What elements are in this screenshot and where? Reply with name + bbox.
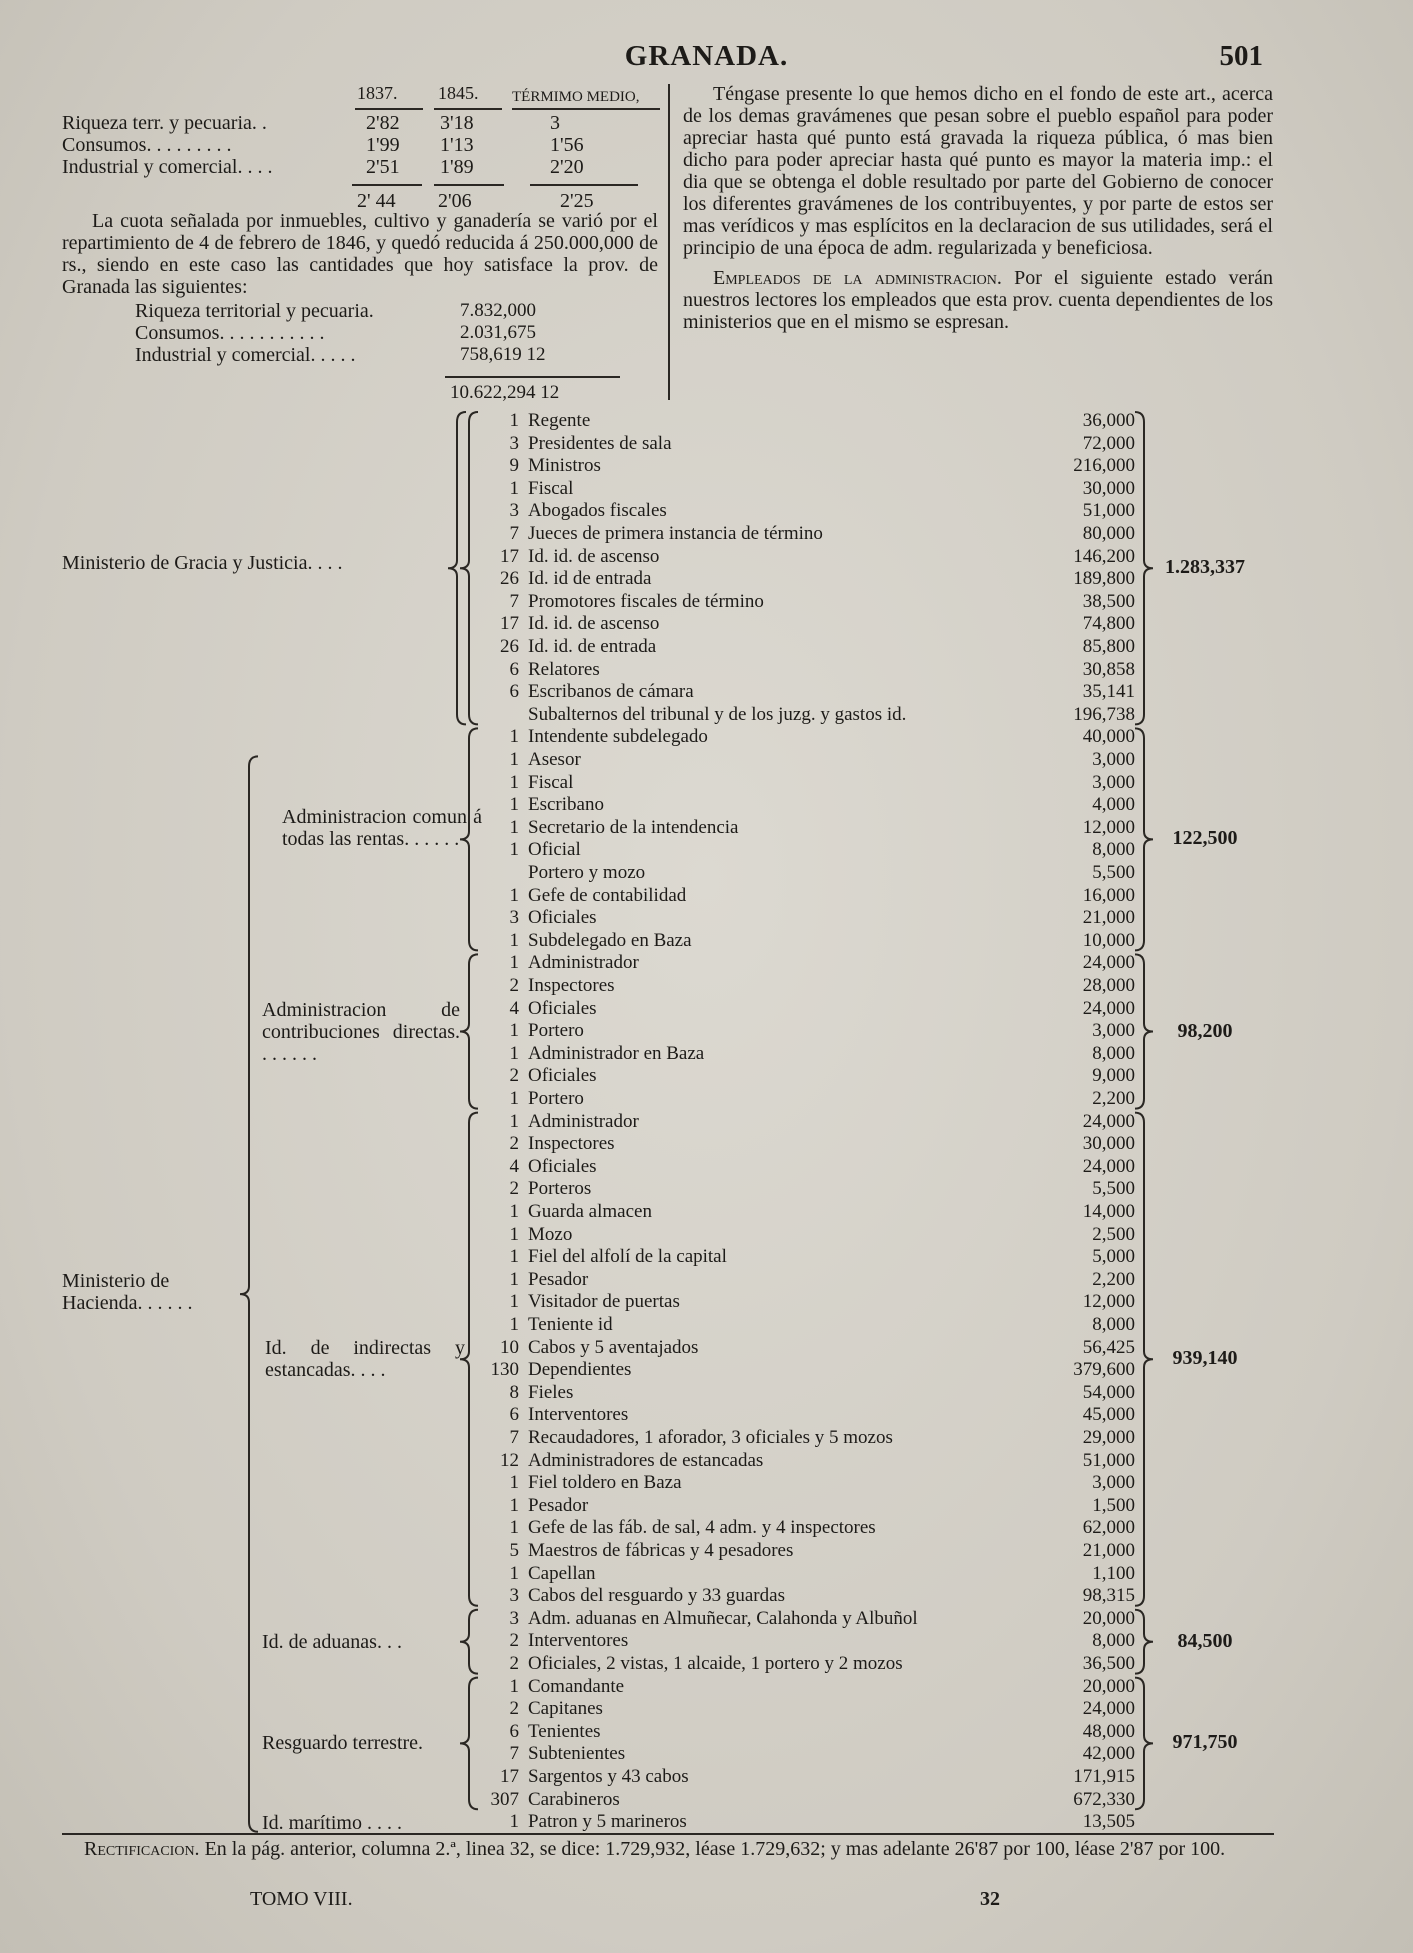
row-label: Fiscal bbox=[528, 771, 574, 793]
left-table-1837: 2'82 bbox=[366, 112, 400, 134]
row-count: 1 bbox=[509, 1675, 519, 1697]
row-count: 26 bbox=[500, 636, 519, 657]
row-amount: 16,000 bbox=[1082, 884, 1135, 906]
row-amount: 24,000 bbox=[1082, 952, 1135, 974]
row-amount: 72,000 bbox=[1082, 432, 1135, 454]
right-paragraph-text: Téngase presente lo que hemos dicho en el fondo de este art., acerca de los demas gravámenes que pesan sobre el pueblo español para poder apreciar hasta qué punto está gravada la riqueza pública, ó mas bien dicho para poder apreciar hasta qué punto es mayor la materia imp.: el dia que se obtenga el doble resultado por parte del Gobierno de conocer los diferentes gravámenes de los contribuyentes, y por parte de estos ser mas verídicos y mas esplícitos en la declaracion de sus utilidades, será el principio de una época de adm. regularizada y beneficiosa. bbox=[683, 83, 1273, 259]
quota-label: Riqueza territorial y pecuaria. bbox=[135, 300, 374, 322]
row-amount: 36,500 bbox=[1082, 1653, 1135, 1674]
row-amount: 51,000 bbox=[1082, 500, 1135, 522]
row-count: 2 bbox=[509, 1630, 519, 1652]
row-count: 1 bbox=[509, 477, 519, 499]
row-label: Promotores fiscales de término bbox=[528, 590, 764, 612]
row-label: Oficiales bbox=[528, 907, 597, 929]
row-count: 3 bbox=[509, 500, 519, 522]
row-count: 9 bbox=[509, 455, 519, 477]
row-amount: 36,000 bbox=[1082, 410, 1135, 431]
row-count: 1 bbox=[509, 1314, 519, 1335]
row-amount: 1,100 bbox=[1092, 1562, 1135, 1584]
row-count: 6 bbox=[509, 681, 519, 703]
group-total: 122,500 bbox=[1172, 827, 1238, 850]
row-amount: 29,000 bbox=[1082, 1427, 1135, 1448]
row-label: Secretario de la intendencia bbox=[528, 816, 739, 838]
row-amount: 3,000 bbox=[1092, 1472, 1135, 1494]
row-label: Portero bbox=[528, 1088, 584, 1109]
row-amount: 20,000 bbox=[1082, 1607, 1135, 1629]
row-label: Porteros bbox=[528, 1178, 592, 1200]
row-label: Escribanos de cámara bbox=[528, 681, 694, 703]
brace bbox=[1135, 1678, 1153, 1810]
group-label: Id. de indirectas y estancadas. . . . bbox=[265, 1337, 465, 1382]
row-amount: 216,000 bbox=[1073, 455, 1135, 477]
row-amount: 42,000 bbox=[1082, 1743, 1135, 1765]
rectificacion-label: Rectificacion. bbox=[84, 1838, 200, 1860]
quota-value: 2.031,675 bbox=[460, 322, 536, 343]
row-count: 2 bbox=[509, 975, 519, 996]
row-label: Presidentes de sala bbox=[528, 432, 672, 454]
group-label: Resguardo terrestre. bbox=[262, 1732, 424, 1755]
row-amount: 171,915 bbox=[1073, 1766, 1135, 1787]
row-label: Sargentos y 43 cabos bbox=[528, 1766, 689, 1787]
row-amount: 3,000 bbox=[1092, 1020, 1135, 1042]
row-label: Tenientes bbox=[528, 1720, 601, 1742]
left-table-total-1845: 2'06 bbox=[438, 190, 472, 212]
row-amount: 10,000 bbox=[1082, 929, 1135, 951]
row-count: 6 bbox=[509, 658, 519, 680]
group-total: 1.283,337 bbox=[1165, 556, 1245, 579]
row-count: 1 bbox=[509, 410, 519, 431]
row-count: 1 bbox=[509, 1110, 519, 1132]
row-amount: 14,000 bbox=[1082, 1201, 1135, 1222]
row-amount: 12,000 bbox=[1082, 1291, 1135, 1313]
row-amount: 3,000 bbox=[1092, 749, 1135, 770]
quota-label: Industrial y comercial. . . . . bbox=[135, 344, 356, 366]
left-table-1845: 1'13 bbox=[440, 134, 474, 156]
row-count: 307 bbox=[490, 1788, 519, 1810]
empleados-text: Por el siguiente estado verán nuestros lectores los empleados que esta prov. cuenta dependientes de los ministerios que en el mismo se espresan. bbox=[683, 267, 1274, 333]
row-count: 17 bbox=[500, 545, 519, 567]
row-amount: 13,505 bbox=[1082, 1811, 1135, 1833]
row-label: Cabos y 5 aventajados bbox=[528, 1336, 699, 1358]
row-count: 10 bbox=[500, 1336, 519, 1358]
row-amount: 40,000 bbox=[1082, 726, 1135, 748]
row-amount: 146,200 bbox=[1073, 545, 1135, 567]
row-label: Fieles bbox=[528, 1381, 574, 1403]
row-count: 1 bbox=[509, 1517, 519, 1539]
row-count: 1 bbox=[509, 1494, 519, 1516]
group-label: Administracion comun á todas las rentas. . . . . . bbox=[282, 806, 482, 851]
brace bbox=[1135, 954, 1153, 1108]
row-count: 3 bbox=[509, 432, 519, 454]
row-count: 5 bbox=[509, 1540, 519, 1561]
row-label: Pesador bbox=[528, 1494, 589, 1516]
row-count: 2 bbox=[509, 1065, 519, 1087]
row-amount: 1,500 bbox=[1092, 1494, 1135, 1516]
quota-value: 758,619 12 bbox=[460, 344, 546, 365]
row-count: 17 bbox=[500, 613, 519, 635]
row-amount: 35,141 bbox=[1082, 681, 1135, 703]
row-amount: 24,000 bbox=[1082, 1698, 1135, 1720]
row-amount: 56,425 bbox=[1082, 1336, 1135, 1358]
row-count: 7 bbox=[509, 1427, 519, 1448]
col-header-1845: 1845. bbox=[438, 83, 479, 103]
brace bbox=[460, 1678, 478, 1810]
row-count: 8 bbox=[509, 1381, 519, 1403]
row-count: 7 bbox=[509, 590, 519, 612]
row-count: 12 bbox=[500, 1449, 519, 1471]
row-amount: 62,000 bbox=[1082, 1517, 1135, 1539]
footer-rule bbox=[62, 1833, 1274, 1835]
quota-value: 7.832,000 bbox=[460, 300, 536, 321]
row-label: Jueces de primera instancia de término bbox=[528, 523, 823, 544]
row-count: 1 bbox=[509, 726, 519, 748]
row-label: Carabineros bbox=[528, 1788, 620, 1810]
brace bbox=[1135, 1610, 1153, 1674]
row-label: Relatores bbox=[528, 658, 600, 680]
row-amount: 30,000 bbox=[1082, 477, 1135, 499]
brace bbox=[1135, 1113, 1153, 1606]
row-label: Fiscal bbox=[528, 477, 574, 499]
left-table-total-1837: 2' 44 bbox=[357, 190, 396, 212]
row-count: 2 bbox=[509, 1698, 519, 1720]
row-count: 6 bbox=[509, 1404, 519, 1426]
row-count: 1 bbox=[509, 1223, 519, 1245]
row-amount: 3,000 bbox=[1092, 771, 1135, 793]
row-count: 3 bbox=[509, 907, 519, 929]
left-table-label: Riqueza terr. y pecuaria. . bbox=[62, 112, 267, 134]
row-count: 6 bbox=[509, 1720, 519, 1742]
row-count: 2 bbox=[509, 1133, 519, 1155]
row-label: Abogados fiscales bbox=[528, 500, 667, 522]
row-count: 2 bbox=[509, 1178, 519, 1200]
left-table-total-medio: 2'25 bbox=[560, 190, 594, 212]
row-label: Guarda almacen bbox=[528, 1201, 652, 1222]
row-label: Portero bbox=[528, 1020, 584, 1042]
row-label: Fiel del alfolí de la capital bbox=[528, 1246, 727, 1268]
row-label: Subalternos del tribunal y de los juzg. y gastos id. bbox=[528, 703, 907, 725]
row-count: 1 bbox=[509, 839, 519, 861]
row-amount: 24,000 bbox=[1082, 1155, 1135, 1177]
row-amount: 8,000 bbox=[1092, 839, 1135, 861]
row-label: Teniente id bbox=[528, 1314, 613, 1335]
row-label: Oficial bbox=[528, 839, 581, 861]
signature-mark: 32 bbox=[980, 1888, 1000, 1910]
row-amount: 38,500 bbox=[1082, 590, 1135, 612]
row-count: 1 bbox=[509, 1201, 519, 1222]
row-count: 1 bbox=[509, 1088, 519, 1109]
row-label: Oficiales bbox=[528, 1065, 597, 1087]
brace bbox=[460, 1610, 478, 1674]
group-total: 84,500 bbox=[1177, 1629, 1233, 1652]
left-table-medio: 3 bbox=[550, 112, 560, 134]
row-count: 1 bbox=[509, 794, 519, 816]
page-title: GRANADA. bbox=[624, 40, 789, 72]
row-amount: 54,000 bbox=[1082, 1381, 1135, 1403]
group-total: 971,750 bbox=[1172, 1731, 1238, 1754]
row-count: 1 bbox=[509, 771, 519, 793]
row-count: 4 bbox=[509, 1155, 519, 1177]
row-label: Fiel toldero en Baza bbox=[528, 1472, 682, 1494]
row-amount: 20,000 bbox=[1082, 1675, 1135, 1697]
left-paragraph-text: La cuota señalada por inmuebles, cultivo y ganadería se varió por el repartimiento de 4 de febrero de 1846, y quedó reducida á 250.000,000 de rs., siendo en este caso las cantidades que hoy satisface la prov. de Granada las siguientes: bbox=[62, 210, 658, 298]
row-amount: 8,000 bbox=[1092, 1630, 1135, 1652]
row-count: 1 bbox=[509, 1562, 519, 1584]
row-count: 26 bbox=[500, 568, 519, 590]
brace bbox=[1135, 728, 1153, 950]
row-label: Comandante bbox=[528, 1675, 625, 1697]
row-label: Patron y 5 marineros bbox=[528, 1811, 687, 1833]
row-count: 3 bbox=[509, 1585, 519, 1607]
row-label: Mozo bbox=[528, 1223, 573, 1245]
brace bbox=[460, 728, 478, 950]
row-amount: 2,200 bbox=[1092, 1268, 1135, 1290]
row-label: Portero y mozo bbox=[528, 862, 646, 883]
row-amount: 379,600 bbox=[1073, 1359, 1135, 1381]
row-label: Subdelegado en Baza bbox=[528, 929, 692, 951]
row-label: Capellan bbox=[528, 1562, 596, 1584]
row-amount: 30,000 bbox=[1082, 1133, 1135, 1155]
row-amount: 5,500 bbox=[1092, 862, 1135, 883]
row-count: 1 bbox=[509, 1291, 519, 1313]
row-label: Oficiales bbox=[528, 997, 597, 1019]
row-label: Gefe de las fáb. de sal, 4 adm. y 4 inspectores bbox=[528, 1517, 876, 1539]
rectificacion-text: En la pág. anterior, columna 2.ª, linea 32, se dice: 1.729,932, léase 1.729,632; y mas adelante 26'87 por 100, léase 2'87 por 100. bbox=[204, 1838, 1226, 1860]
row-count: 1 bbox=[509, 1268, 519, 1290]
row-label: Capitanes bbox=[528, 1698, 603, 1720]
row-label: Id. id de entrada bbox=[528, 568, 652, 590]
row-label: Administrador en Baza bbox=[528, 1042, 705, 1064]
row-amount: 21,000 bbox=[1082, 1540, 1135, 1561]
row-amount: 98,315 bbox=[1082, 1585, 1135, 1607]
row-amount: 4,000 bbox=[1092, 794, 1135, 816]
row-label: Escribano bbox=[528, 794, 604, 816]
row-amount: 24,000 bbox=[1082, 1110, 1135, 1132]
row-count: 17 bbox=[500, 1766, 519, 1787]
brace bbox=[460, 412, 478, 724]
row-label: Administradores de estancadas bbox=[528, 1449, 764, 1471]
row-count: 130 bbox=[490, 1359, 519, 1381]
row-amount: 8,000 bbox=[1092, 1314, 1135, 1335]
row-label: Subtenientes bbox=[528, 1743, 626, 1765]
row-amount: 672,330 bbox=[1073, 1788, 1135, 1810]
row-label: Administrador bbox=[528, 1110, 639, 1132]
left-table-label: Consumos. . . . . . . . . bbox=[62, 134, 232, 156]
left-table-1837: 2'51 bbox=[366, 156, 400, 178]
left-table-1845: 3'18 bbox=[440, 112, 474, 134]
row-label: Ministros bbox=[528, 455, 601, 477]
row-count: 3 bbox=[509, 1607, 519, 1629]
row-count: 4 bbox=[509, 997, 519, 1019]
row-count: 1 bbox=[509, 1020, 519, 1042]
row-label: Interventores bbox=[528, 1630, 629, 1652]
row-count: 1 bbox=[509, 1042, 519, 1064]
row-amount: 5,500 bbox=[1092, 1178, 1135, 1200]
row-count: 1 bbox=[509, 1246, 519, 1268]
row-amount: 189,800 bbox=[1073, 568, 1135, 590]
row-count: 7 bbox=[509, 1743, 519, 1765]
row-amount: 24,000 bbox=[1082, 997, 1135, 1019]
row-count: 1 bbox=[509, 749, 519, 770]
left-table-label: Industrial y comercial. . . . bbox=[62, 156, 273, 178]
row-label: Pesador bbox=[528, 1268, 589, 1290]
group-total: 939,140 bbox=[1172, 1347, 1238, 1370]
row-label: Administrador bbox=[528, 952, 639, 974]
row-count: 1 bbox=[509, 1472, 519, 1494]
brace bbox=[460, 954, 478, 1108]
tomo-label: TOMO VIII. bbox=[250, 1888, 353, 1910]
row-amount: 21,000 bbox=[1082, 907, 1135, 929]
row-label: Maestros de fábricas y 4 pesadores bbox=[528, 1540, 794, 1561]
row-amount: 12,000 bbox=[1082, 816, 1135, 838]
ministry-hacienda: Ministerio de Hacienda. . . . . . bbox=[62, 1270, 193, 1314]
row-label: Asesor bbox=[528, 749, 581, 770]
row-amount: 74,800 bbox=[1082, 613, 1135, 635]
empleados-heading: Empleados de la administracion. bbox=[713, 267, 1002, 289]
row-label: Adm. aduanas en Almuñecar, Calahonda y Albuñol bbox=[528, 1607, 918, 1629]
left-table-1837: 1'99 bbox=[366, 134, 400, 156]
row-amount: 45,000 bbox=[1082, 1404, 1135, 1426]
row-amount: 48,000 bbox=[1082, 1720, 1135, 1742]
row-amount: 28,000 bbox=[1082, 975, 1135, 996]
row-amount: 8,000 bbox=[1092, 1042, 1135, 1064]
row-count: 1 bbox=[509, 816, 519, 838]
row-label: Cabos del resguardo y 33 guardas bbox=[528, 1585, 785, 1607]
row-amount: 80,000 bbox=[1082, 523, 1135, 544]
row-label: Gefe de contabilidad bbox=[528, 884, 687, 906]
group-label: Id. marítimo . . . . bbox=[262, 1811, 402, 1834]
row-count: 1 bbox=[509, 929, 519, 951]
row-label: Visitador de puertas bbox=[528, 1291, 680, 1313]
row-count: 1 bbox=[509, 952, 519, 974]
row-count: 1 bbox=[509, 1811, 519, 1833]
row-label: Inspectores bbox=[528, 1133, 615, 1155]
group-label: Id. de aduanas. . . bbox=[262, 1630, 402, 1653]
row-count: 1 bbox=[509, 884, 519, 906]
col-header-1837: 1837. bbox=[357, 83, 398, 103]
row-label: Oficiales, 2 vistas, 1 alcaide, 1 portero y 2 mozos bbox=[528, 1653, 903, 1674]
left-table-1845: 1'89 bbox=[440, 156, 474, 178]
row-amount: 2,500 bbox=[1092, 1223, 1135, 1245]
row-amount: 85,800 bbox=[1082, 636, 1135, 657]
row-label: Dependientes bbox=[528, 1359, 632, 1381]
row-amount: 30,858 bbox=[1082, 658, 1135, 680]
row-label: Id. id. de ascenso bbox=[528, 545, 660, 567]
group-total: 98,200 bbox=[1177, 1019, 1233, 1042]
row-count: 2 bbox=[509, 1653, 519, 1674]
brace bbox=[460, 1113, 478, 1606]
ministry-gracia-justicia: Ministerio de Gracia y Justicia. . . . bbox=[62, 552, 343, 574]
row-count: 7 bbox=[509, 523, 519, 544]
group-label: Administracion de contribuciones directas. . . . . . . bbox=[262, 998, 460, 1065]
row-label: Inspectores bbox=[528, 975, 615, 996]
rectificacion bbox=[62, 1838, 1274, 1860]
row-label: Intendente subdelegado bbox=[528, 726, 708, 748]
quota-label: Consumos. . . . . . . . . . . bbox=[135, 322, 325, 344]
row-label: Oficiales bbox=[528, 1155, 597, 1177]
row-amount: 196,738 bbox=[1073, 703, 1135, 725]
row-label: Interventores bbox=[528, 1404, 629, 1426]
row-label: Regente bbox=[528, 410, 591, 431]
row-amount: 9,000 bbox=[1092, 1065, 1135, 1087]
quota-total: 10.622,294 12 bbox=[450, 382, 560, 403]
row-label: Id. id. de entrada bbox=[528, 636, 657, 657]
brace bbox=[1135, 412, 1153, 724]
row-label: Id. id. de ascenso bbox=[528, 613, 660, 635]
row-amount: 5,000 bbox=[1092, 1246, 1135, 1268]
row-amount: 51,000 bbox=[1082, 1449, 1135, 1471]
left-table-medio: 2'20 bbox=[550, 156, 584, 178]
left-table-medio: 1'56 bbox=[550, 134, 584, 156]
row-amount: 2,200 bbox=[1092, 1088, 1135, 1109]
col-header-termino-medio: TÉRMIMO MEDIO, bbox=[512, 89, 640, 105]
page-number: 501 bbox=[1219, 40, 1263, 72]
row-label: Recaudadores, 1 aforador, 3 oficiales y 5 mozos bbox=[528, 1427, 893, 1448]
